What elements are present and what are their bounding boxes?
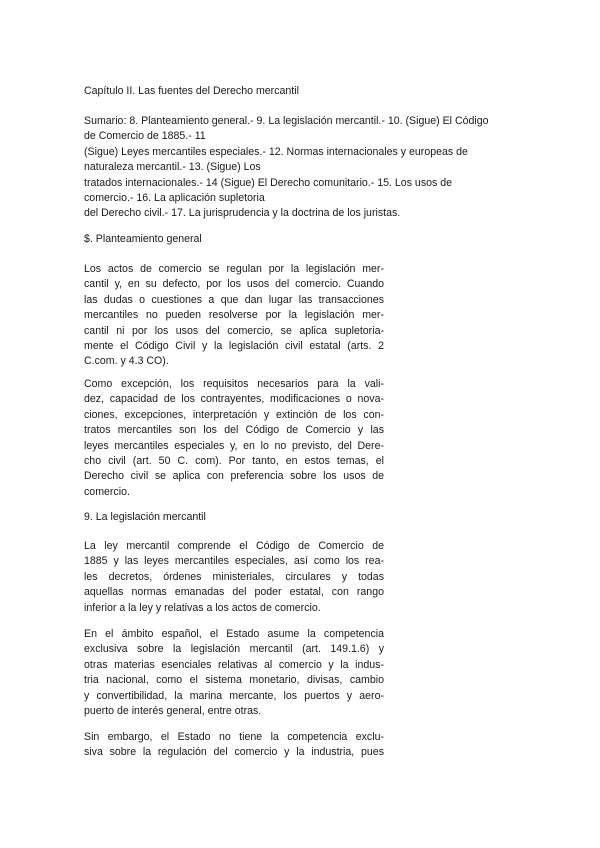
text-line: cantil ni por los usos del comercio, se aplica supletoria- (84, 324, 384, 337)
chapter-title: Capítulo II. Las fuentes del Derecho mercantil (84, 85, 299, 97)
text-line: tratos mercantiles son los del Código de Comercio y las (84, 424, 384, 437)
text-line: otras materias esenciales relativas al comercio y la indus- (84, 658, 384, 671)
text-line: Sin embargo, el Estado no tiene la competencia exclu- (84, 731, 384, 743)
text-line: exclusiva sobre la legislación mercantil (art. 149.1.6) y (84, 643, 384, 656)
text-line: C.com. y 4.3 CO). (84, 355, 169, 368)
text-line: cantil y, en su defecto, por los usos del comercio. Cuando (84, 278, 384, 291)
text-line: mercantiles no pueden resolverse por la legislación mer- (84, 309, 384, 322)
summary-line: tratados internacionales.- 14 (Sigue) El Derecho comunitario.- 15. Los usos de (84, 176, 453, 189)
paragraph-5 (84, 730, 384, 761)
summary-line: del Derecho civil.- 17. La jurisprudencia y la doctrina de los juristas. (84, 207, 401, 220)
text-line: mente el Código Civil y la legislación civil estatal (arts. 2 (84, 340, 384, 353)
text-line: comercio. (84, 485, 130, 498)
text-line: La ley mercantil comprende el Código de Comercio de (84, 540, 384, 552)
text-line: dez, capacidad de los contrayentes, modificaciones o nova- (84, 393, 384, 406)
text-line: Derecho civil se aplica con preferencia sobre los usos de (84, 470, 384, 483)
text-line: y convertibilidad, la marina mercante, los puertos y aero- (84, 689, 384, 702)
chapter-summary (84, 114, 524, 222)
summary-line: de Comercio de 1885.- 11 (84, 130, 206, 143)
text-line: inferior a la ley y relativas a los actos de comercio. (84, 601, 321, 614)
summary-line: Sumario: 8. Planteamiento general.- 9. La legislación mercantil.- 10. (Sigue) El Código (84, 115, 489, 127)
text-line: leyes mercantiles especiales y, en lo no previsto, del Dere- (84, 439, 384, 452)
paragraph-4 (84, 627, 384, 719)
text-line: cho civil (art. 50 C. com). Por tanto, en estos temas, el (84, 455, 384, 468)
text-line: puerto de interés general, entre otras. (84, 705, 262, 718)
text-line: Los actos de comercio se regulan por la legislación mer- (84, 263, 384, 275)
paragraph-1 (84, 262, 384, 370)
section-heading-planteamiento: $. Planteamiento general (84, 233, 202, 245)
text-line: les decretos, órdenes ministeriales, circulares y todas (84, 570, 384, 583)
section-heading-legislacion: 9. La legislación mercantil (84, 511, 206, 523)
text-line: Como excepción, los requisitos necesarios para la vali- (84, 378, 384, 390)
paragraph-3 (84, 539, 384, 616)
summary-line: comercio.- 16. La aplicación supletoria (84, 192, 265, 205)
summary-line: (Sigue) Leyes mercantiles especiales.- 12. Normas internacionales y europeas de (84, 145, 468, 158)
text-line: ciones, excepciones, interpretación y extinción de los con- (84, 408, 384, 421)
text-line: las dudas o cuestiones a que dan lugar las transacciones (84, 293, 384, 306)
paragraph-2 (84, 377, 384, 500)
summary-line: naturaleza mercantil.- 13. (Sigue) Los (84, 161, 261, 174)
text-line: En el ámbito español, el Estado asume la competencia (84, 628, 384, 640)
text-line: aquellas normas emanadas del poder estatal, con rango (84, 586, 384, 599)
text-line: tria nacional, como el sistema monetario, divisas, cambio (84, 674, 384, 687)
text-line: 1885 y las leyes mercantiles especiales, así como los rea- (84, 555, 384, 568)
text-line: siva sobre la regulación del comercio y la industria, pues (84, 746, 384, 759)
